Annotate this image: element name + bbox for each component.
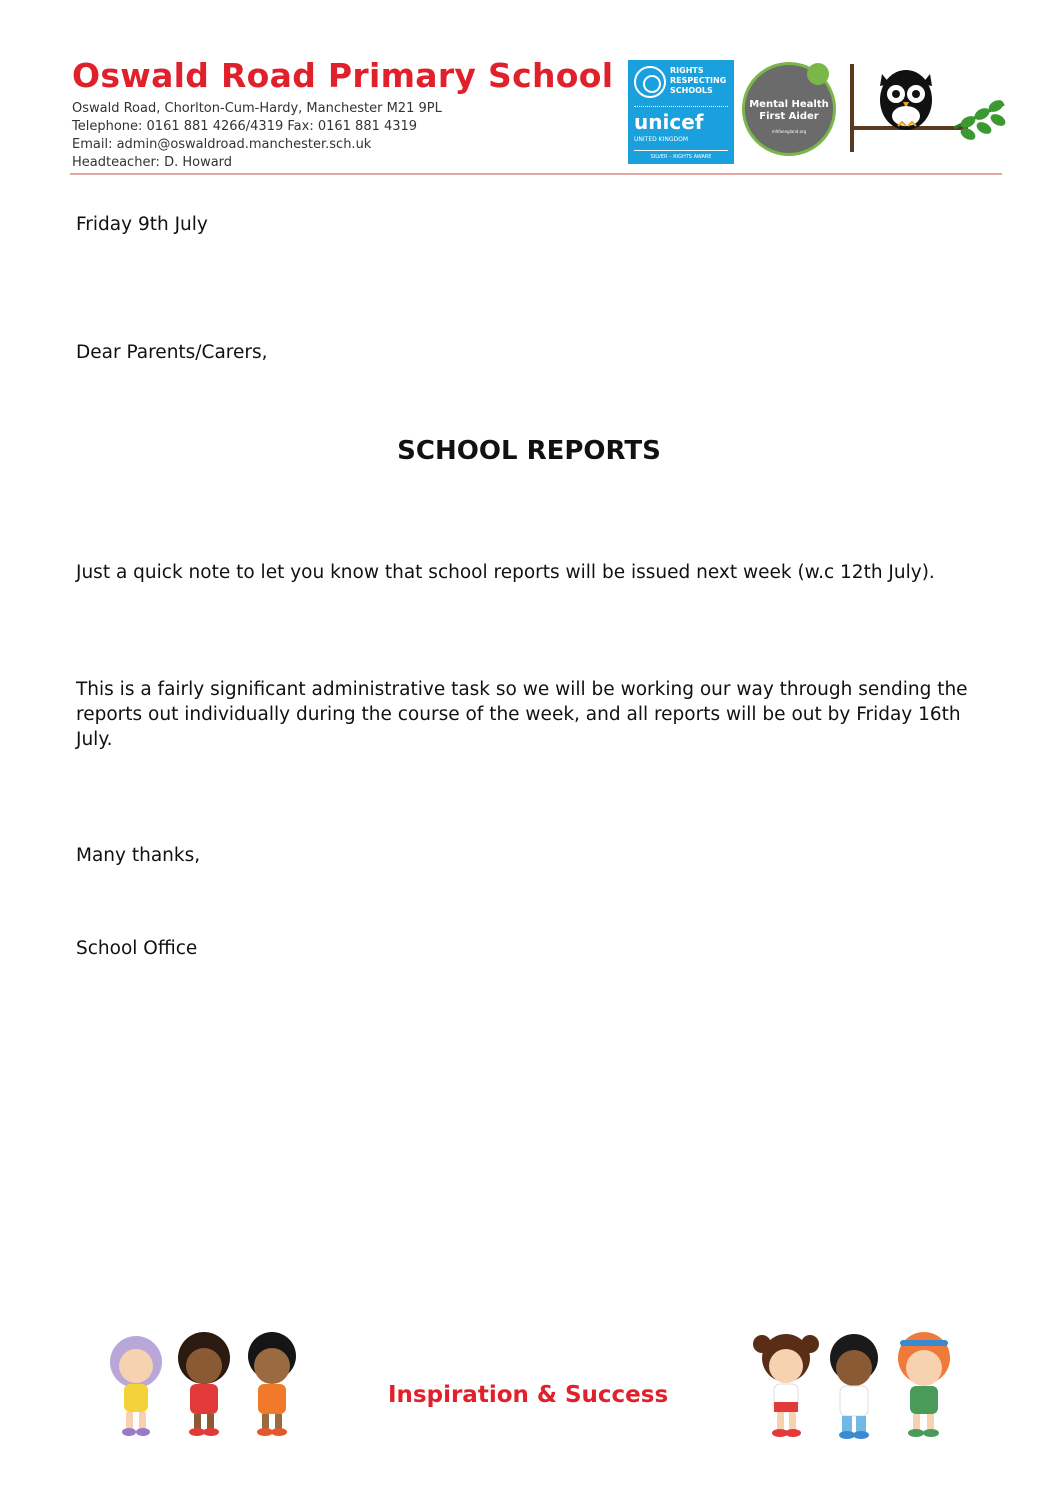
unicef-award-level: SILVER – RIGHTS AWARE <box>634 150 728 160</box>
school-motto: Inspiration & Success <box>388 1382 669 1408</box>
email: Email: admin@oswaldroad.manchester.sch.uk <box>72 137 372 152</box>
children-illustration-left-icon <box>96 1322 312 1440</box>
rights-respecting-emblem-icon <box>634 66 666 98</box>
signature: School Office <box>76 938 198 959</box>
letter-title: SCHOOL REPORTS <box>397 436 661 466</box>
unicef-rights-respecting-badge <box>628 60 734 164</box>
contact-details <box>72 100 442 172</box>
address: Oswald Road, Chorlton-Cum-Hardy, Manchester M21 9PL <box>72 101 442 116</box>
unicef-wordmark: unicef <box>634 110 704 134</box>
salutation: Dear Parents/Carers, <box>76 342 268 363</box>
paragraph-2: This is a fairly significant administrative task so we will be working our way through sending the reports out individually during the course of the week, and all reports will be out by Friday 16th July. <box>76 679 968 750</box>
telephone: Telephone: 0161 881 4266/4319 Fax: 0161 881 4319 <box>72 119 418 134</box>
letter-date: Friday 9th July <box>76 214 208 235</box>
header-divider <box>70 173 1002 175</box>
children-illustration-right-icon <box>748 1322 966 1444</box>
mhfa-leaf-icon <box>807 63 829 85</box>
mhfa-url: mhfaengland.org <box>771 129 807 134</box>
mental-health-first-aider-badge <box>742 62 836 156</box>
rrs-text: RIGHTS RESPECTING SCHOOLS <box>670 66 727 95</box>
paragraph-1: Just a quick note to let you know that school reports will be issued next week (w.c 12th July). <box>76 562 935 583</box>
headteacher: Headteacher: D. Howard <box>72 155 233 170</box>
badge-divider <box>634 106 728 107</box>
mhfa-text: Mental Health First Aider <box>749 99 829 122</box>
unicef-subtitle: UNITED KINGDOM <box>634 136 688 143</box>
owl-on-branch-logo-icon <box>850 64 1006 154</box>
school-name: Oswald Road Primary School <box>72 56 614 95</box>
signoff: Many thanks, <box>76 845 201 866</box>
